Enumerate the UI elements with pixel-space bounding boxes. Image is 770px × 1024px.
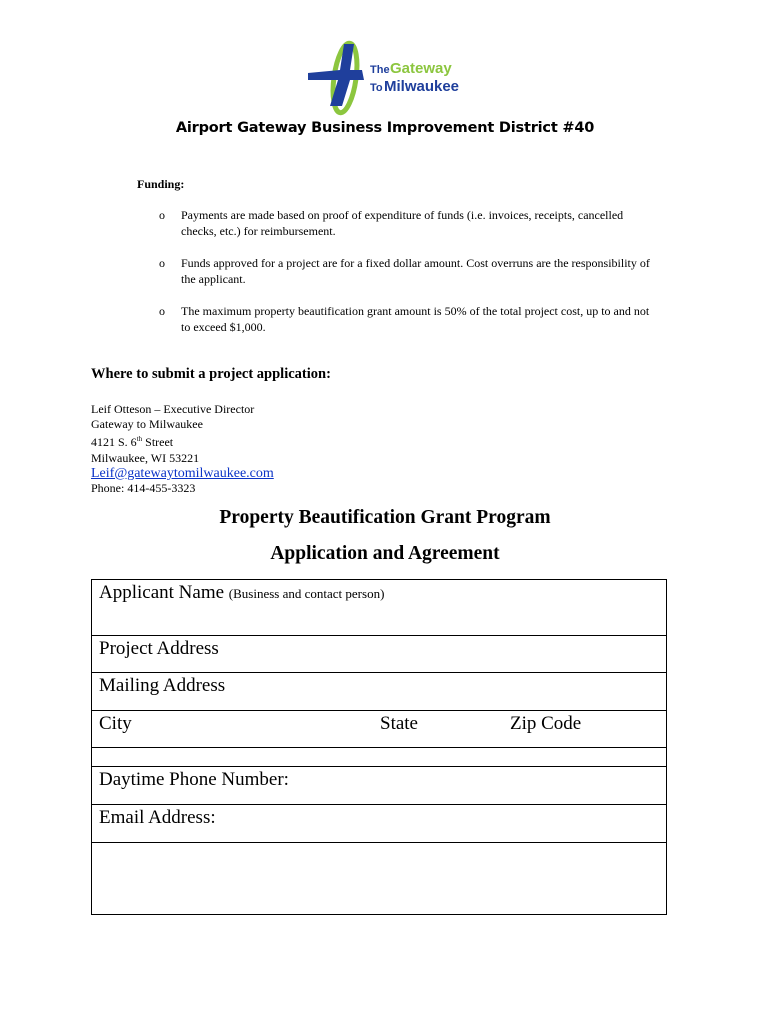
application-title: Application and Agreement [270,543,500,564]
city-label: City [99,713,132,734]
blank-row[interactable] [92,748,666,767]
mailing-address-field[interactable] [92,673,666,711]
funding-item-2 [181,255,686,287]
street-number: 4121 S. 6 [91,435,137,450]
contact-street [91,432,274,450]
funding-item-1-line2: checks, etc.) for reimbursement. [181,224,336,238]
zip-label: Zip Code [510,713,582,734]
funding-item-3 [181,303,686,335]
document-title: Airport Gateway Business Improvement District #40 [175,120,595,136]
contact-block [91,402,274,496]
bullet-icon: o [159,256,165,270]
logo-the-text: The [370,64,390,76]
funding-item-2-line1: Funds approved for a project are for a fixed dollar amount. Cost overruns are the responsibility of [181,256,650,270]
street-suffix: th [136,435,143,444]
funding-item-3-line1: The maximum property beautification grant amount is 50% of the total project cost, up to and not [181,304,650,318]
contact-name: Leif Otteson – Executive Director [91,402,255,416]
program-title: Property Beautification Grant Program [219,507,551,528]
contact-email-link[interactable]: Leif@gatewaytomilwaukee.com [91,465,274,481]
funding-item-2-line2: the applicant. [181,272,246,286]
email-address-label: Email Address: [99,807,216,828]
applicant-name-field[interactable] [92,580,666,636]
contact-phone: Phone: 414-455-3323 [91,481,196,496]
email-address-field[interactable] [92,805,666,843]
application-form [91,579,667,915]
funding-label: Funding: [137,177,185,191]
applicant-label-text: Applicant Name [99,582,225,603]
applicant-name-label [99,582,384,604]
logo-to-text: To [370,82,383,94]
applicant-hint: (Business and contact person) [228,586,385,601]
city-state-zip-field[interactable] [92,711,666,748]
state-label: State [380,713,418,734]
street-name: Street [142,435,174,450]
contact-org: Gateway to Milwaukee [91,417,203,432]
notes-area[interactable] [92,843,666,914]
bullet-icon: o [159,304,165,318]
gateway-logo [300,40,470,120]
project-address-label: Project Address [99,638,219,659]
funding-item-1-line1: Payments are made based on proof of expenditure of funds (i.e. invoices, receipts, cancelled [181,208,624,222]
bullet-icon: o [159,208,165,222]
logo-milwaukee-text: Milwaukee [384,78,460,95]
project-address-field[interactable] [92,636,666,673]
funding-item-1 [181,207,686,239]
submit-heading: Where to submit a project application: [91,366,331,382]
logo-gateway-text: Gateway [390,60,452,77]
funding-item-3-line2: to exceed $1,000. [181,320,266,334]
daytime-phone-field[interactable] [92,767,666,805]
contact-city: Milwaukee, WI 53221 [91,450,200,465]
daytime-phone-label: Daytime Phone Number: [99,769,289,790]
mailing-address-label: Mailing Address [99,675,226,696]
